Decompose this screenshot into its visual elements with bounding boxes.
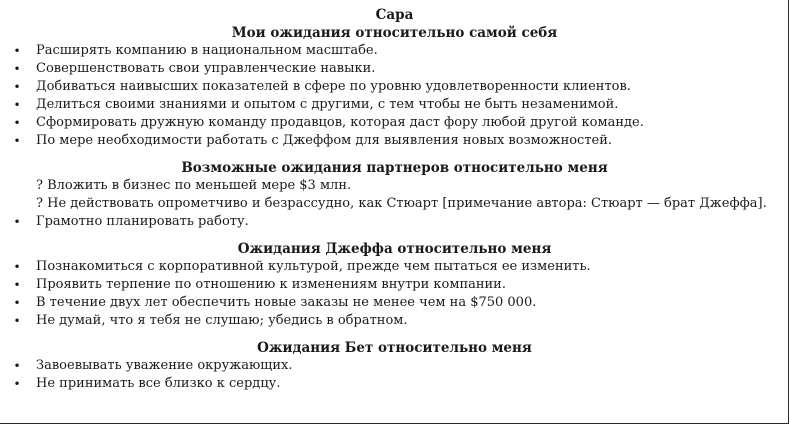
list-item	[0, 78, 789, 96]
list-item-text: Не думай, что я тебя не слушаю; убедись в обратном.	[36, 313, 408, 328]
list-item	[0, 312, 789, 330]
bullet-marker: •	[13, 62, 21, 76]
section-heading-partners: Возможные ожидания партнеров относительно меня	[181, 160, 608, 176]
section-heading-jeff: Ожидания Джеффа относительно меня	[237, 241, 552, 257]
list-item-text: В течение двух лет обеспечить новые заказы не менее чем на $750 000.	[36, 295, 537, 310]
bullet-marker: •	[13, 44, 21, 58]
bullet-marker: •	[13, 80, 21, 94]
bullet-marker: •	[13, 359, 21, 373]
list-item-text: Расширять компанию в национальном масштабе.	[36, 43, 378, 58]
list-item-text: Делиться своими знаниями и опытом с другими, с тем чтобы не быть незаменимой.	[36, 97, 619, 112]
list-item-text: По мере необходимости работать с Джеффом для выявления новых возможностей.	[36, 133, 613, 148]
list-item	[0, 276, 789, 294]
list-item-text: Сформировать дружную команду продавцов, которая даст фору любой другой команде.	[36, 115, 644, 130]
bullet-marker: •	[13, 278, 21, 292]
list-item-text: Завоевывать уважение окружающих.	[36, 358, 293, 373]
section-list-jeff	[0, 258, 789, 330]
list-item	[0, 96, 789, 114]
list-item	[0, 357, 789, 375]
section-gap	[0, 150, 789, 159]
list-item-text: ? Вложить в бизнес по меньшей мере $3 млн.	[36, 178, 352, 193]
list-item-text: Познакомиться с корпоративной культурой, прежде чем пытаться ее изменить.	[36, 259, 591, 274]
section-gap	[0, 231, 789, 240]
list-item	[0, 177, 789, 195]
section-heading-self: Мои ожидания относительно самой себя	[231, 25, 558, 41]
list-item-text: Совершенствовать свои управленческие навыки.	[36, 61, 376, 76]
section-list-partners	[0, 177, 789, 231]
bullet-marker: •	[13, 314, 21, 328]
list-item-text: Не принимать все близко к сердцу.	[36, 376, 281, 391]
section-gap	[0, 330, 789, 339]
section-heading-bet: Ожидания Бет относительно меня	[257, 340, 532, 356]
list-item	[0, 294, 789, 312]
list-item	[0, 195, 789, 213]
list-item	[0, 114, 789, 132]
list-item	[0, 375, 789, 393]
document-title: Сара	[375, 7, 414, 23]
bullet-marker: •	[13, 116, 21, 130]
list-item-text: ? Не действовать опрометчиво и безрассудно, как Стюарт [примечание автора: Стюарт — брат Джеффа].	[36, 196, 767, 211]
section-list-bet	[0, 357, 789, 393]
list-item	[0, 42, 789, 60]
document-content	[0, 6, 789, 393]
list-item	[0, 258, 789, 276]
list-item-text: Проявить терпение по отношению к изменениям внутри компании.	[36, 277, 506, 292]
bullet-marker: •	[13, 260, 21, 274]
list-item-text: Добиваться наивысших показателей в сфере по уровню удовлетворенности клиентов.	[36, 79, 631, 94]
bullet-marker: •	[13, 134, 21, 148]
list-item	[0, 213, 789, 231]
list-item-text: Грамотно планировать работу.	[36, 214, 249, 229]
bullet-marker: •	[13, 98, 21, 112]
bullet-marker: •	[13, 377, 21, 391]
bullet-marker: •	[13, 296, 21, 310]
section-list-self	[0, 42, 789, 150]
bullet-marker: •	[13, 215, 21, 229]
list-item	[0, 132, 789, 150]
list-item	[0, 60, 789, 78]
